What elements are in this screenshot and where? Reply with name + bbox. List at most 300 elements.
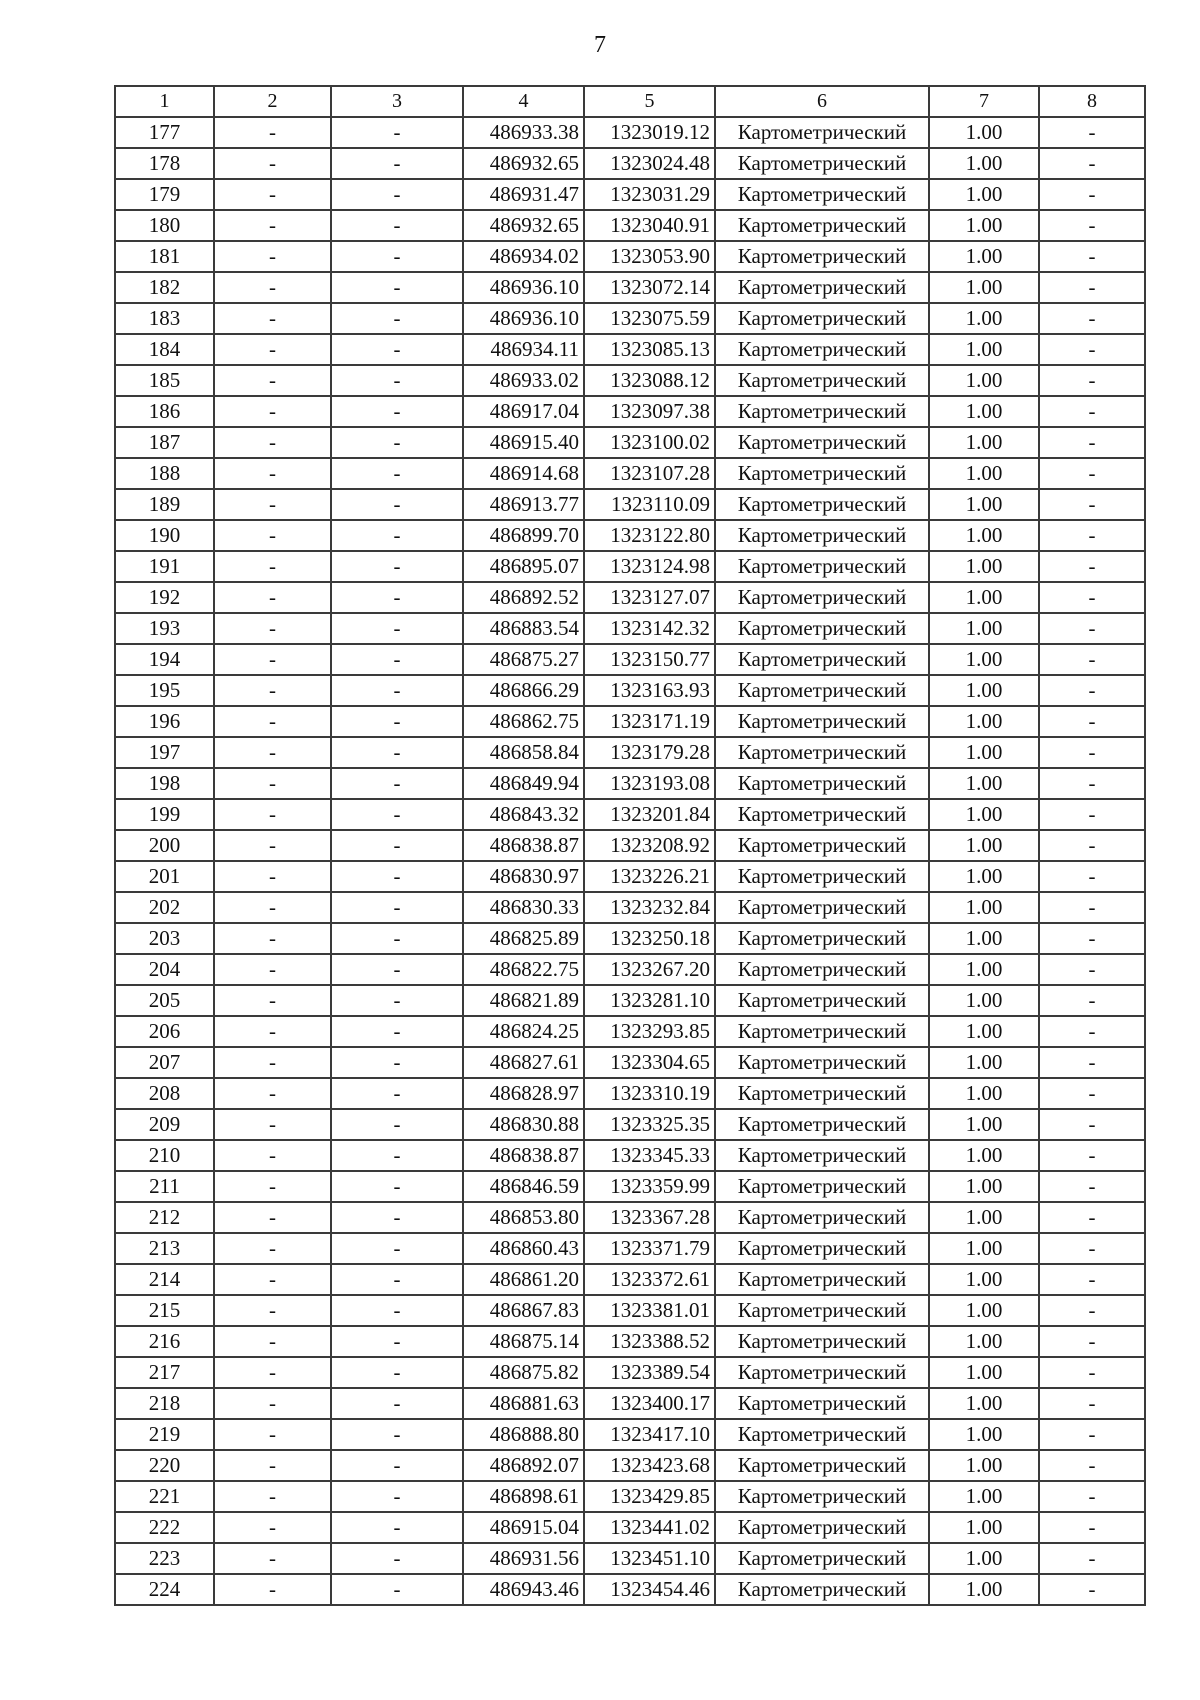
accuracy-cell: 1.00 bbox=[929, 1481, 1039, 1512]
table-row bbox=[115, 1078, 1145, 1109]
table-row bbox=[115, 582, 1145, 613]
col8-cell: - bbox=[1039, 1388, 1145, 1419]
x-coordinate-cell: 486830.97 bbox=[463, 861, 584, 892]
col3-cell: - bbox=[331, 427, 463, 458]
x-coordinate-cell: 486827.61 bbox=[463, 1047, 584, 1078]
method-cell: Картометрический bbox=[715, 1574, 929, 1605]
point-number-cell: 208 bbox=[115, 1078, 214, 1109]
x-coordinate-cell: 486830.33 bbox=[463, 892, 584, 923]
col2-cell: - bbox=[214, 923, 331, 954]
x-coordinate-cell: 486932.65 bbox=[463, 210, 584, 241]
table-row bbox=[115, 1512, 1145, 1543]
col8-cell: - bbox=[1039, 613, 1145, 644]
point-number-cell: 224 bbox=[115, 1574, 214, 1605]
col8-cell: - bbox=[1039, 799, 1145, 830]
method-cell: Картометрический bbox=[715, 1047, 929, 1078]
col3-cell: - bbox=[331, 272, 463, 303]
accuracy-cell: 1.00 bbox=[929, 830, 1039, 861]
method-cell: Картометрический bbox=[715, 179, 929, 210]
col8-cell: - bbox=[1039, 210, 1145, 241]
col3-cell: - bbox=[331, 1419, 463, 1450]
method-cell: Картометрический bbox=[715, 1202, 929, 1233]
x-coordinate-cell: 486875.82 bbox=[463, 1357, 584, 1388]
table-row bbox=[115, 1109, 1145, 1140]
table-row bbox=[115, 117, 1145, 148]
method-cell: Картометрический bbox=[715, 551, 929, 582]
column-header: 6 bbox=[715, 86, 929, 117]
table-row bbox=[115, 365, 1145, 396]
x-coordinate-cell: 486917.04 bbox=[463, 396, 584, 427]
method-cell: Картометрический bbox=[715, 768, 929, 799]
table-row bbox=[115, 179, 1145, 210]
col8-cell: - bbox=[1039, 830, 1145, 861]
col3-cell: - bbox=[331, 1481, 463, 1512]
table-row bbox=[115, 1202, 1145, 1233]
x-coordinate-cell: 486862.75 bbox=[463, 706, 584, 737]
x-coordinate-cell: 486915.04 bbox=[463, 1512, 584, 1543]
y-coordinate-cell: 1323110.09 bbox=[584, 489, 715, 520]
x-coordinate-cell: 486936.10 bbox=[463, 272, 584, 303]
method-cell: Картометрический bbox=[715, 985, 929, 1016]
column-header: 7 bbox=[929, 86, 1039, 117]
method-cell: Картометрический bbox=[715, 1543, 929, 1574]
accuracy-cell: 1.00 bbox=[929, 1264, 1039, 1295]
y-coordinate-cell: 1323429.85 bbox=[584, 1481, 715, 1512]
method-cell: Картометрический bbox=[715, 1450, 929, 1481]
point-number-cell: 218 bbox=[115, 1388, 214, 1419]
table-row bbox=[115, 830, 1145, 861]
col8-cell: - bbox=[1039, 427, 1145, 458]
col2-cell: - bbox=[214, 334, 331, 365]
accuracy-cell: 1.00 bbox=[929, 1574, 1039, 1605]
col8-cell: - bbox=[1039, 458, 1145, 489]
col2-cell: - bbox=[214, 1016, 331, 1047]
table-row bbox=[115, 1171, 1145, 1202]
table-row bbox=[115, 1140, 1145, 1171]
col8-cell: - bbox=[1039, 334, 1145, 365]
accuracy-cell: 1.00 bbox=[929, 1512, 1039, 1543]
col8-cell: - bbox=[1039, 1326, 1145, 1357]
col2-cell: - bbox=[214, 954, 331, 985]
table-row bbox=[115, 1047, 1145, 1078]
y-coordinate-cell: 1323122.80 bbox=[584, 520, 715, 551]
x-coordinate-cell: 486830.88 bbox=[463, 1109, 584, 1140]
y-coordinate-cell: 1323075.59 bbox=[584, 303, 715, 334]
col2-cell: - bbox=[214, 1295, 331, 1326]
y-coordinate-cell: 1323381.01 bbox=[584, 1295, 715, 1326]
point-number-cell: 185 bbox=[115, 365, 214, 396]
method-cell: Картометрический bbox=[715, 210, 929, 241]
col3-cell: - bbox=[331, 1016, 463, 1047]
col8-cell: - bbox=[1039, 1233, 1145, 1264]
col2-cell: - bbox=[214, 1078, 331, 1109]
point-number-cell: 191 bbox=[115, 551, 214, 582]
point-number-cell: 183 bbox=[115, 303, 214, 334]
col2-cell: - bbox=[214, 830, 331, 861]
col8-cell: - bbox=[1039, 706, 1145, 737]
x-coordinate-cell: 486914.68 bbox=[463, 458, 584, 489]
col2-cell: - bbox=[214, 489, 331, 520]
x-coordinate-cell: 486821.89 bbox=[463, 985, 584, 1016]
method-cell: Картометрический bbox=[715, 334, 929, 365]
col2-cell: - bbox=[214, 675, 331, 706]
y-coordinate-cell: 1323124.98 bbox=[584, 551, 715, 582]
y-coordinate-cell: 1323250.18 bbox=[584, 923, 715, 954]
col3-cell: - bbox=[331, 365, 463, 396]
x-coordinate-cell: 486931.56 bbox=[463, 1543, 584, 1574]
table-row bbox=[115, 706, 1145, 737]
col3-cell: - bbox=[331, 799, 463, 830]
table-row bbox=[115, 334, 1145, 365]
table-row bbox=[115, 985, 1145, 1016]
col2-cell: - bbox=[214, 396, 331, 427]
col8-cell: - bbox=[1039, 179, 1145, 210]
method-cell: Картометрический bbox=[715, 1078, 929, 1109]
table-header-row bbox=[115, 86, 1145, 117]
col3-cell: - bbox=[331, 1450, 463, 1481]
col2-cell: - bbox=[214, 272, 331, 303]
method-cell: Картометрический bbox=[715, 1295, 929, 1326]
method-cell: Картометрический bbox=[715, 613, 929, 644]
x-coordinate-cell: 486932.65 bbox=[463, 148, 584, 179]
col3-cell: - bbox=[331, 1574, 463, 1605]
col3-cell: - bbox=[331, 210, 463, 241]
x-coordinate-cell: 486915.40 bbox=[463, 427, 584, 458]
col8-cell: - bbox=[1039, 1109, 1145, 1140]
col8-cell: - bbox=[1039, 1171, 1145, 1202]
point-number-cell: 202 bbox=[115, 892, 214, 923]
y-coordinate-cell: 1323085.13 bbox=[584, 334, 715, 365]
y-coordinate-cell: 1323451.10 bbox=[584, 1543, 715, 1574]
accuracy-cell: 1.00 bbox=[929, 613, 1039, 644]
y-coordinate-cell: 1323031.29 bbox=[584, 179, 715, 210]
point-number-cell: 190 bbox=[115, 520, 214, 551]
point-number-cell: 179 bbox=[115, 179, 214, 210]
coordinates-table bbox=[114, 85, 1146, 1606]
col3-cell: - bbox=[331, 1202, 463, 1233]
y-coordinate-cell: 1323281.10 bbox=[584, 985, 715, 1016]
accuracy-cell: 1.00 bbox=[929, 892, 1039, 923]
x-coordinate-cell: 486943.46 bbox=[463, 1574, 584, 1605]
col3-cell: - bbox=[331, 117, 463, 148]
table-row bbox=[115, 892, 1145, 923]
accuracy-cell: 1.00 bbox=[929, 458, 1039, 489]
col3-cell: - bbox=[331, 1512, 463, 1543]
col3-cell: - bbox=[331, 334, 463, 365]
x-coordinate-cell: 486824.25 bbox=[463, 1016, 584, 1047]
accuracy-cell: 1.00 bbox=[929, 582, 1039, 613]
col3-cell: - bbox=[331, 396, 463, 427]
col2-cell: - bbox=[214, 210, 331, 241]
x-coordinate-cell: 486888.80 bbox=[463, 1419, 584, 1450]
y-coordinate-cell: 1323325.35 bbox=[584, 1109, 715, 1140]
col2-cell: - bbox=[214, 799, 331, 830]
col2-cell: - bbox=[214, 737, 331, 768]
x-coordinate-cell: 486858.84 bbox=[463, 737, 584, 768]
y-coordinate-cell: 1323171.19 bbox=[584, 706, 715, 737]
x-coordinate-cell: 486828.97 bbox=[463, 1078, 584, 1109]
method-cell: Картометрический bbox=[715, 1264, 929, 1295]
table-row bbox=[115, 458, 1145, 489]
col3-cell: - bbox=[331, 1233, 463, 1264]
col3-cell: - bbox=[331, 520, 463, 551]
col2-cell: - bbox=[214, 551, 331, 582]
table-row bbox=[115, 396, 1145, 427]
table-row bbox=[115, 551, 1145, 582]
y-coordinate-cell: 1323267.20 bbox=[584, 954, 715, 985]
accuracy-cell: 1.00 bbox=[929, 396, 1039, 427]
accuracy-cell: 1.00 bbox=[929, 489, 1039, 520]
col8-cell: - bbox=[1039, 1295, 1145, 1326]
point-number-cell: 198 bbox=[115, 768, 214, 799]
col2-cell: - bbox=[214, 892, 331, 923]
col3-cell: - bbox=[331, 737, 463, 768]
point-number-cell: 209 bbox=[115, 1109, 214, 1140]
col8-cell: - bbox=[1039, 1202, 1145, 1233]
x-coordinate-cell: 486861.20 bbox=[463, 1264, 584, 1295]
col8-cell: - bbox=[1039, 272, 1145, 303]
col3-cell: - bbox=[331, 1109, 463, 1140]
col2-cell: - bbox=[214, 1171, 331, 1202]
x-coordinate-cell: 486849.94 bbox=[463, 768, 584, 799]
accuracy-cell: 1.00 bbox=[929, 241, 1039, 272]
x-coordinate-cell: 486892.52 bbox=[463, 582, 584, 613]
method-cell: Картометрический bbox=[715, 272, 929, 303]
col8-cell: - bbox=[1039, 768, 1145, 799]
y-coordinate-cell: 1323367.28 bbox=[584, 1202, 715, 1233]
point-number-cell: 215 bbox=[115, 1295, 214, 1326]
accuracy-cell: 1.00 bbox=[929, 923, 1039, 954]
col2-cell: - bbox=[214, 1264, 331, 1295]
col3-cell: - bbox=[331, 892, 463, 923]
col2-cell: - bbox=[214, 365, 331, 396]
col8-cell: - bbox=[1039, 1574, 1145, 1605]
point-number-cell: 197 bbox=[115, 737, 214, 768]
col3-cell: - bbox=[331, 1543, 463, 1574]
col3-cell: - bbox=[331, 179, 463, 210]
method-cell: Картометрический bbox=[715, 1016, 929, 1047]
accuracy-cell: 1.00 bbox=[929, 520, 1039, 551]
col2-cell: - bbox=[214, 1543, 331, 1574]
col8-cell: - bbox=[1039, 1047, 1145, 1078]
x-coordinate-cell: 486934.02 bbox=[463, 241, 584, 272]
x-coordinate-cell: 486825.89 bbox=[463, 923, 584, 954]
method-cell: Картометрический bbox=[715, 954, 929, 985]
col8-cell: - bbox=[1039, 737, 1145, 768]
col2-cell: - bbox=[214, 303, 331, 334]
method-cell: Картометрический bbox=[715, 1357, 929, 1388]
col8-cell: - bbox=[1039, 148, 1145, 179]
y-coordinate-cell: 1323127.07 bbox=[584, 582, 715, 613]
col8-cell: - bbox=[1039, 675, 1145, 706]
col8-cell: - bbox=[1039, 644, 1145, 675]
point-number-cell: 193 bbox=[115, 613, 214, 644]
table-row bbox=[115, 737, 1145, 768]
accuracy-cell: 1.00 bbox=[929, 334, 1039, 365]
table-row bbox=[115, 272, 1145, 303]
table-row bbox=[115, 768, 1145, 799]
col3-cell: - bbox=[331, 489, 463, 520]
col2-cell: - bbox=[214, 644, 331, 675]
col3-cell: - bbox=[331, 1171, 463, 1202]
col3-cell: - bbox=[331, 551, 463, 582]
col3-cell: - bbox=[331, 675, 463, 706]
col8-cell: - bbox=[1039, 396, 1145, 427]
column-header: 1 bbox=[115, 86, 214, 117]
point-number-cell: 220 bbox=[115, 1450, 214, 1481]
point-number-cell: 187 bbox=[115, 427, 214, 458]
y-coordinate-cell: 1323024.48 bbox=[584, 148, 715, 179]
method-cell: Картометрический bbox=[715, 1512, 929, 1543]
table-row bbox=[115, 520, 1145, 551]
method-cell: Картометрический bbox=[715, 427, 929, 458]
x-coordinate-cell: 486899.70 bbox=[463, 520, 584, 551]
point-number-cell: 182 bbox=[115, 272, 214, 303]
col3-cell: - bbox=[331, 1140, 463, 1171]
x-coordinate-cell: 486936.10 bbox=[463, 303, 584, 334]
col2-cell: - bbox=[214, 458, 331, 489]
col2-cell: - bbox=[214, 1202, 331, 1233]
method-cell: Картометрический bbox=[715, 706, 929, 737]
col2-cell: - bbox=[214, 582, 331, 613]
col8-cell: - bbox=[1039, 365, 1145, 396]
accuracy-cell: 1.00 bbox=[929, 1233, 1039, 1264]
col2-cell: - bbox=[214, 179, 331, 210]
table-row bbox=[115, 1295, 1145, 1326]
col2-cell: - bbox=[214, 1450, 331, 1481]
col3-cell: - bbox=[331, 1295, 463, 1326]
col3-cell: - bbox=[331, 1047, 463, 1078]
y-coordinate-cell: 1323310.19 bbox=[584, 1078, 715, 1109]
y-coordinate-cell: 1323053.90 bbox=[584, 241, 715, 272]
col3-cell: - bbox=[331, 706, 463, 737]
y-coordinate-cell: 1323163.93 bbox=[584, 675, 715, 706]
table-row bbox=[115, 1450, 1145, 1481]
point-number-cell: 213 bbox=[115, 1233, 214, 1264]
table-row bbox=[115, 148, 1145, 179]
y-coordinate-cell: 1323441.02 bbox=[584, 1512, 715, 1543]
col8-cell: - bbox=[1039, 303, 1145, 334]
table-row bbox=[115, 489, 1145, 520]
col3-cell: - bbox=[331, 1388, 463, 1419]
col3-cell: - bbox=[331, 1264, 463, 1295]
accuracy-cell: 1.00 bbox=[929, 1543, 1039, 1574]
method-cell: Картометрический bbox=[715, 582, 929, 613]
point-number-cell: 195 bbox=[115, 675, 214, 706]
point-number-cell: 188 bbox=[115, 458, 214, 489]
method-cell: Картометрический bbox=[715, 520, 929, 551]
accuracy-cell: 1.00 bbox=[929, 644, 1039, 675]
col8-cell: - bbox=[1039, 1419, 1145, 1450]
col3-cell: - bbox=[331, 241, 463, 272]
method-cell: Картометрический bbox=[715, 241, 929, 272]
method-cell: Картометрический bbox=[715, 1481, 929, 1512]
col2-cell: - bbox=[214, 1512, 331, 1543]
col3-cell: - bbox=[331, 1357, 463, 1388]
table-row bbox=[115, 210, 1145, 241]
y-coordinate-cell: 1323293.85 bbox=[584, 1016, 715, 1047]
point-number-cell: 180 bbox=[115, 210, 214, 241]
table-row bbox=[115, 923, 1145, 954]
point-number-cell: 205 bbox=[115, 985, 214, 1016]
y-coordinate-cell: 1323359.99 bbox=[584, 1171, 715, 1202]
col3-cell: - bbox=[331, 985, 463, 1016]
col8-cell: - bbox=[1039, 241, 1145, 272]
col8-cell: - bbox=[1039, 582, 1145, 613]
col3-cell: - bbox=[331, 923, 463, 954]
y-coordinate-cell: 1323304.65 bbox=[584, 1047, 715, 1078]
col2-cell: - bbox=[214, 706, 331, 737]
point-number-cell: 184 bbox=[115, 334, 214, 365]
accuracy-cell: 1.00 bbox=[929, 1419, 1039, 1450]
method-cell: Картометрический bbox=[715, 489, 929, 520]
table-row bbox=[115, 1481, 1145, 1512]
col2-cell: - bbox=[214, 1357, 331, 1388]
method-cell: Картометрический bbox=[715, 303, 929, 334]
table-row bbox=[115, 644, 1145, 675]
method-cell: Картометрический bbox=[715, 830, 929, 861]
col2-cell: - bbox=[214, 1109, 331, 1140]
method-cell: Картометрический bbox=[715, 458, 929, 489]
col8-cell: - bbox=[1039, 551, 1145, 582]
col3-cell: - bbox=[331, 768, 463, 799]
point-number-cell: 186 bbox=[115, 396, 214, 427]
point-number-cell: 216 bbox=[115, 1326, 214, 1357]
method-cell: Картометрический bbox=[715, 1171, 929, 1202]
column-header: 2 bbox=[214, 86, 331, 117]
point-number-cell: 223 bbox=[115, 1543, 214, 1574]
x-coordinate-cell: 486883.54 bbox=[463, 613, 584, 644]
table-row bbox=[115, 613, 1145, 644]
y-coordinate-cell: 1323150.77 bbox=[584, 644, 715, 675]
col8-cell: - bbox=[1039, 489, 1145, 520]
x-coordinate-cell: 486867.83 bbox=[463, 1295, 584, 1326]
col2-cell: - bbox=[214, 985, 331, 1016]
point-number-cell: 177 bbox=[115, 117, 214, 148]
col3-cell: - bbox=[331, 613, 463, 644]
y-coordinate-cell: 1323040.91 bbox=[584, 210, 715, 241]
accuracy-cell: 1.00 bbox=[929, 954, 1039, 985]
accuracy-cell: 1.00 bbox=[929, 768, 1039, 799]
point-number-cell: 199 bbox=[115, 799, 214, 830]
method-cell: Картометрический bbox=[715, 117, 929, 148]
y-coordinate-cell: 1323208.92 bbox=[584, 830, 715, 861]
point-number-cell: 194 bbox=[115, 644, 214, 675]
table-row bbox=[115, 241, 1145, 272]
y-coordinate-cell: 1323232.84 bbox=[584, 892, 715, 923]
method-cell: Картометрический bbox=[715, 1326, 929, 1357]
point-number-cell: 219 bbox=[115, 1419, 214, 1450]
point-number-cell: 206 bbox=[115, 1016, 214, 1047]
y-coordinate-cell: 1323193.08 bbox=[584, 768, 715, 799]
method-cell: Картометрический bbox=[715, 675, 929, 706]
point-number-cell: 181 bbox=[115, 241, 214, 272]
x-coordinate-cell: 486846.59 bbox=[463, 1171, 584, 1202]
point-number-cell: 214 bbox=[115, 1264, 214, 1295]
column-header: 5 bbox=[584, 86, 715, 117]
column-header: 4 bbox=[463, 86, 584, 117]
accuracy-cell: 1.00 bbox=[929, 1450, 1039, 1481]
method-cell: Картометрический bbox=[715, 1388, 929, 1419]
accuracy-cell: 1.00 bbox=[929, 1357, 1039, 1388]
table-row bbox=[115, 1419, 1145, 1450]
accuracy-cell: 1.00 bbox=[929, 706, 1039, 737]
col2-cell: - bbox=[214, 613, 331, 644]
point-number-cell: 196 bbox=[115, 706, 214, 737]
x-coordinate-cell: 486875.27 bbox=[463, 644, 584, 675]
accuracy-cell: 1.00 bbox=[929, 179, 1039, 210]
accuracy-cell: 1.00 bbox=[929, 148, 1039, 179]
